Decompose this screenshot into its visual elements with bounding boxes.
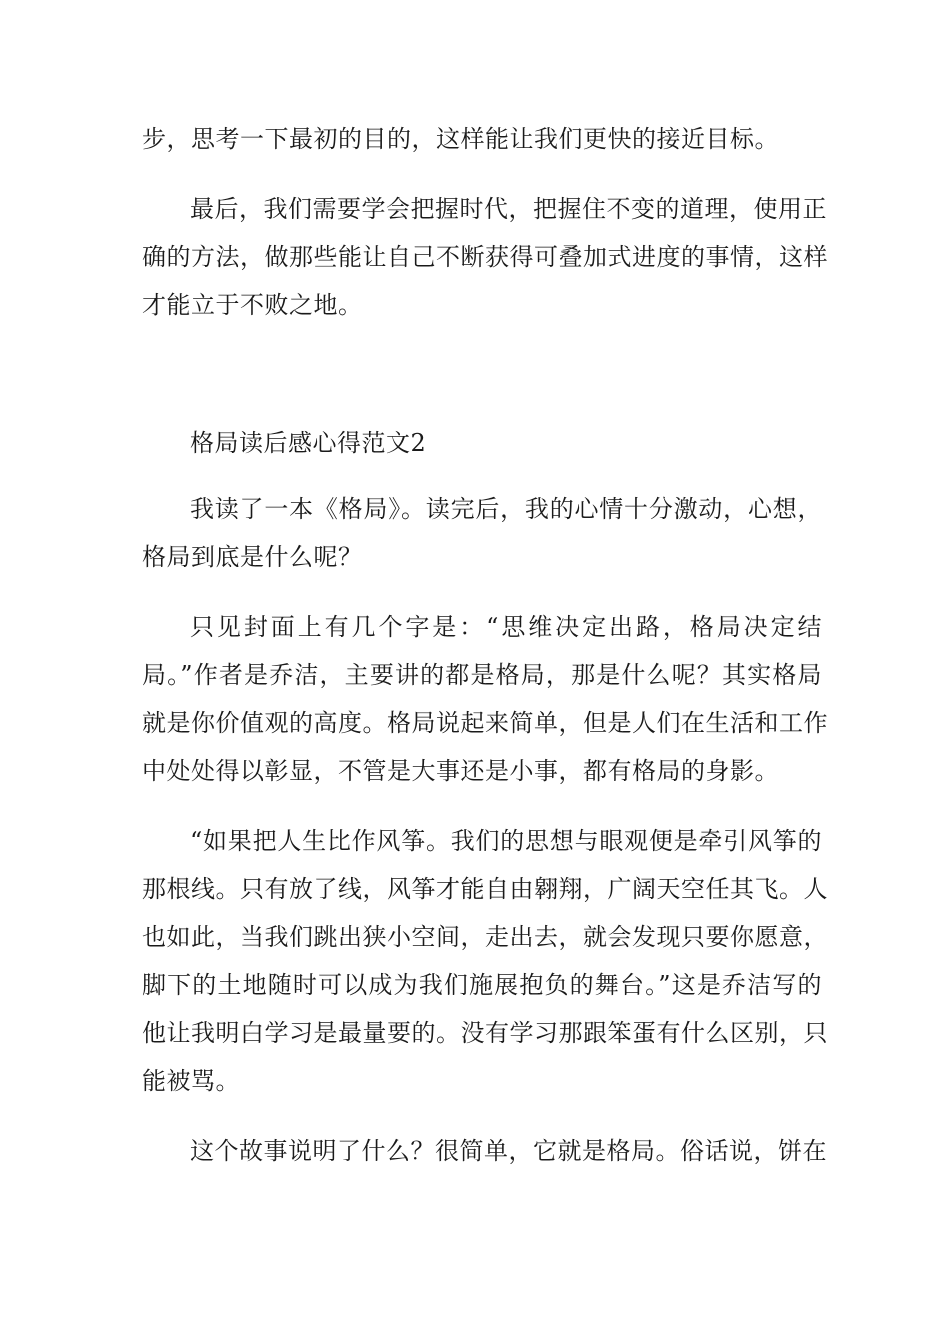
paragraph-line: 确的方法，做那些能让自己不断获得可叠加式进度的事情，这样: [142, 243, 828, 271]
paragraph-line: 中处处得以彰显，不管是大事还是小事，都有格局的身影。: [142, 757, 779, 785]
paragraph-line: 最后，我们需要学会把握时代，把握住不变的道理，使用正: [190, 195, 827, 223]
paragraph-line: 这个故事说明了什么？很简单，它就是格局。俗话说，饼在: [190, 1137, 827, 1165]
paragraph-line: 局。”作者是乔洁，主要讲的都是格局，那是什么呢？其实格局: [142, 661, 822, 689]
paragraph-line: 能被骂。: [142, 1067, 240, 1095]
paragraph-line: 才能立于不败之地。: [142, 291, 363, 319]
paragraph-line: 也如此，当我们跳出狭小空间，走出去，就会发现只要你愿意，: [142, 923, 828, 951]
paragraph-line: 就是你价值观的高度。格局说起来简单，但是人们在生活和工作: [142, 709, 828, 737]
paragraph-line: 步，思考一下最初的目的，这样能让我们更快的接近目标。: [142, 125, 779, 153]
paragraph-line: 那根线。只有放了线，风筝才能自由翱翔，广阔天空任其飞。人: [142, 875, 828, 903]
paragraph-line: 脚下的土地随时可以成为我们施展抱负的舞台。”这是乔洁写的: [142, 971, 822, 999]
paragraph-line: 我读了一本《格局》。读完后，我的心情十分激动，心想，: [190, 495, 822, 523]
paragraph-line: 格局到底是什么呢？: [142, 543, 363, 571]
paragraph-line: 只见封面上有几个字是：“思维决定出路，格局决定结: [190, 613, 822, 641]
paragraph-line: “如果把人生比作风筝。我们的思想与眼观便是牵引风筝的: [190, 827, 822, 855]
paragraph-line: 他让我明白学习是最量要的。没有学习那跟笨蛋有什么区别，只: [142, 1019, 828, 1047]
section-heading: 格局读后感心得范文2: [190, 429, 427, 457]
